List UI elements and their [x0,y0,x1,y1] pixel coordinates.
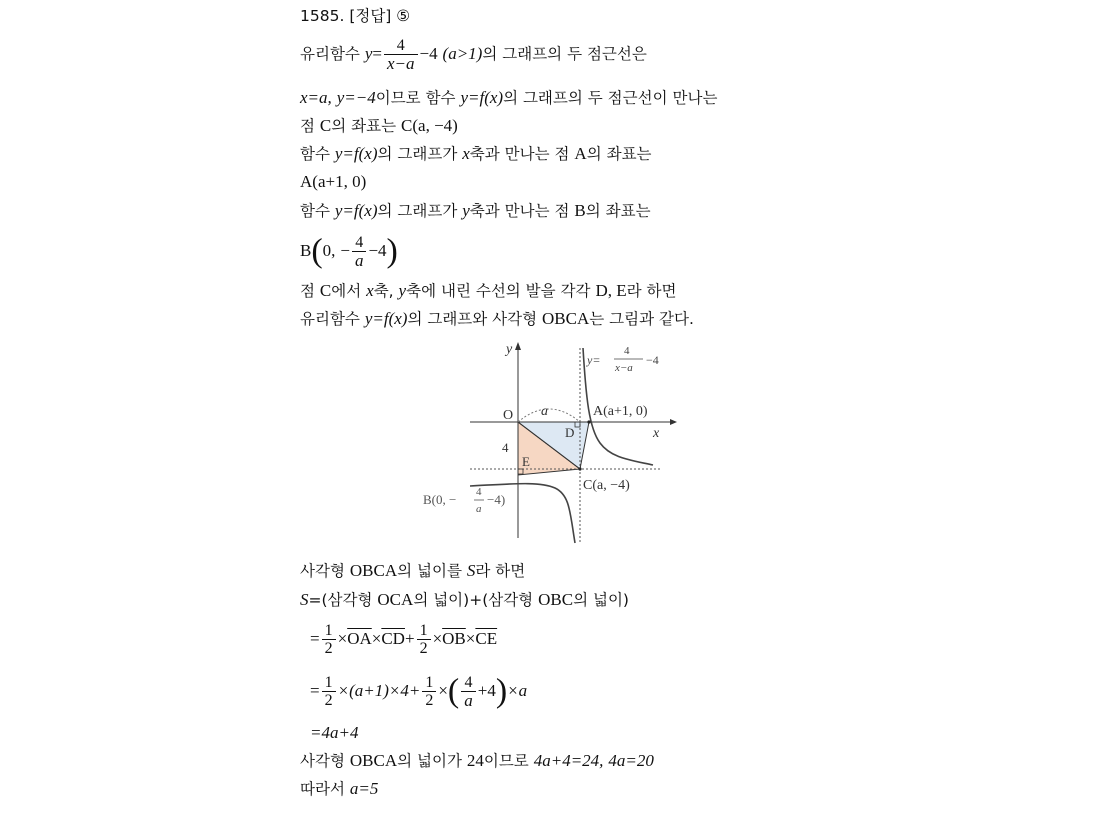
line-point-a-coord: A(a+1, 0) [300,172,367,191]
curve-label-den: x−a [615,362,633,374]
label-a: a [541,404,548,419]
line-function-definition: 유리함수 y= $\frac{4}{x-a}$ −4 (a>1)의 그래프의 두 점근선은 [300,37,647,73]
line-figure-intro: 유리함수 y=f(x)의 그래프와 사각형 OBCA는 그림과 같다. [300,309,694,328]
line-point-b-coord: B(0, − $\frac{4}{a}$ −4) [300,232,398,270]
point-a [587,420,590,423]
label-point-b-tail: −4) [487,492,506,507]
line-area-result: =4a+4 [310,723,359,742]
fraction: $\frac{4}{a}$ [352,234,367,269]
y-axis-arrow [515,342,521,350]
y-axis-label: y [506,342,513,357]
fraction: $\frac{1}{2}$ [417,622,431,657]
hyperbola-left-branch [470,484,575,543]
fraction: $\frac{4}{x-a}$ [384,37,418,72]
label-point-c: C(a, −4) [583,478,630,493]
line-asymptotes: x=a, y=−4이므로 함수 y=f(x)의 그래프의 두 점근선이 만나는 [300,88,718,107]
line-perpendiculars: 점 C에서 x축, y축에 내린 수선의 발을 각각 D, E라 하면 [300,281,677,300]
label-point-b: B(0, − [423,492,457,507]
label-point-a: A(a+1, 0) [593,404,648,419]
label-point-b-num: 4 [476,486,482,498]
fraction: $\frac{1}{2}$ [322,674,336,709]
dashed-arc [518,409,580,422]
origin-label: O [503,408,514,423]
x-axis-label: x [653,426,660,441]
problem-header [300,6,410,26]
line-area-s: 사각형 OBCA의 넓이를 S라 하면 [300,561,526,580]
line-point-a-intro: 함수 y=f(x)의 그래프가 x축과 만나는 점 A의 좌표는 [300,144,652,163]
answer-tag: [정답] [349,7,392,25]
curve-label-tail: −4 [646,353,659,367]
problem-number: 1585. [300,7,345,25]
answer-mark: ⑤ [396,7,411,25]
label-4: 4 [502,440,509,455]
x-axis-arrow [670,419,677,425]
fraction: $\frac{1}{2}$ [322,622,336,657]
line-conclusion: 따라서 a=5 [300,779,379,798]
label-point-b-den: a [476,503,482,515]
line-area-sum: S=(삼각형 OCA의 넓이)+(삼각형 OBC의 넓이) [300,590,629,609]
graph-figure [415,338,685,548]
line-point-c: 점 C의 좌표는 C(a, −4) [300,116,458,135]
line-point-b-intro: 함수 y=f(x)의 그래프가 y축과 만나는 점 B의 좌표는 [300,201,651,220]
fraction: $\frac{1}{2}$ [422,674,436,709]
line-area-equation: 사각형 OBCA의 넓이가 24이므로 4a+4=24, 4a=20 [300,751,654,770]
line-area-substitution: = $\frac{1}{2}$ ×(a+1)×4+ $\frac{1}{2}$ ×( $\frac{4}{a}$ +4)×a [310,672,528,710]
curve-label-y: y= [587,353,601,367]
curve-label-num: 4 [624,345,630,357]
point-c [578,467,581,470]
fraction: $\frac{4}{a}$ [461,674,476,709]
line-area-formula: = $\frac{1}{2}$ $\times\overline{OA}\times\overline{CD}+$ $\frac{1}{2}$ $\times\overline{OB}\times\overline{CE}$ [310,622,498,657]
label-d: D [565,425,575,440]
label-e: E [522,454,530,469]
